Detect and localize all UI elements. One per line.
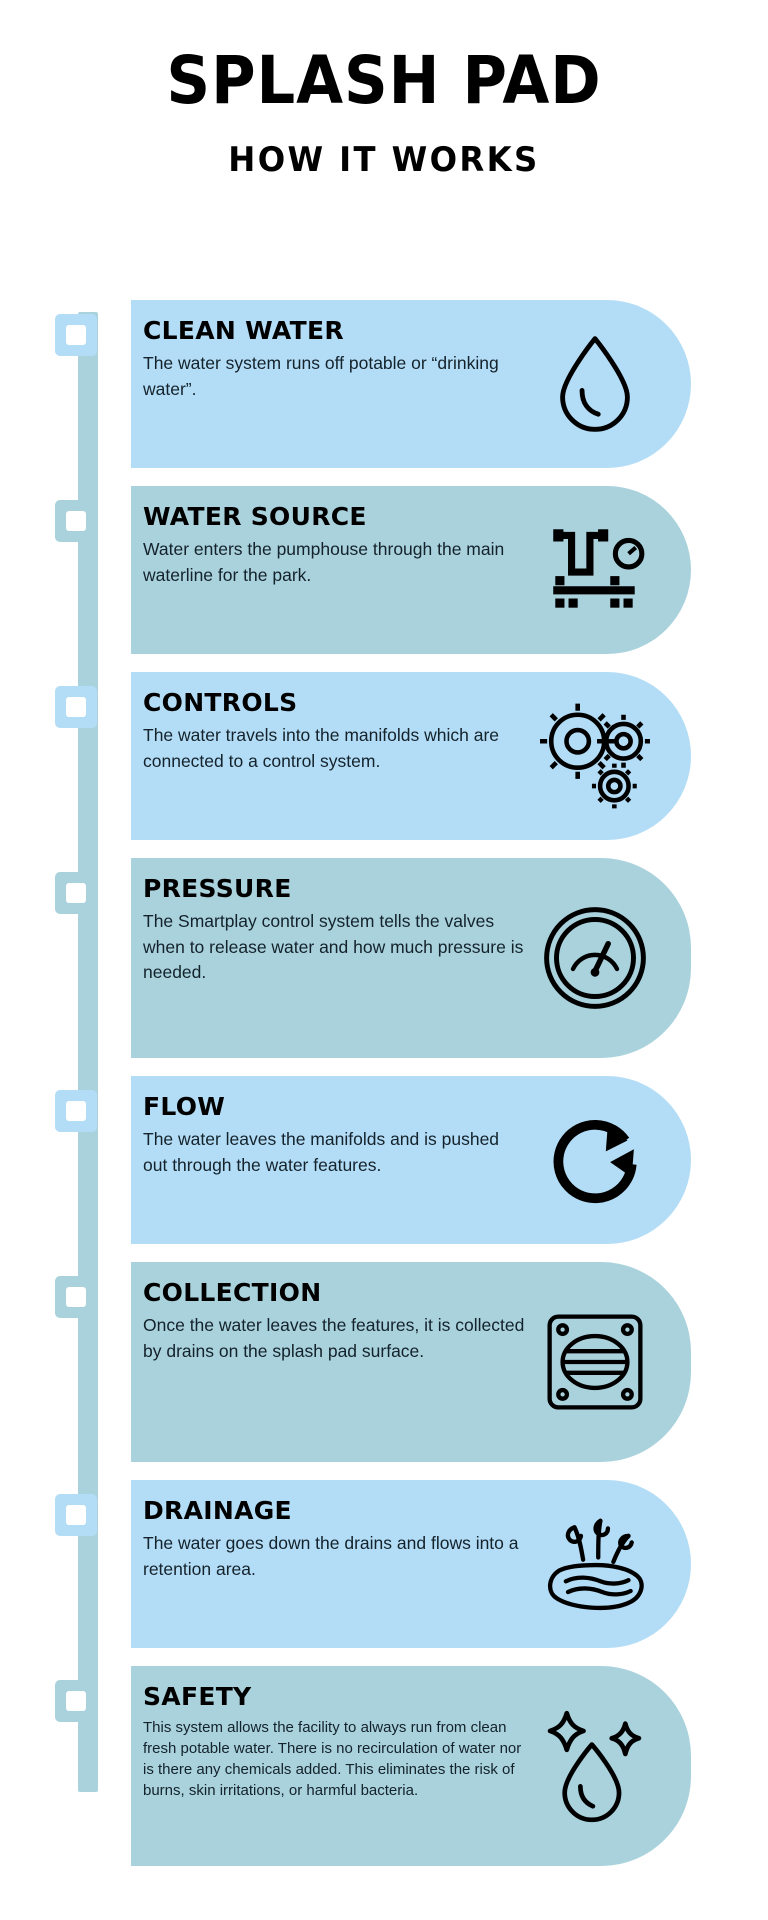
step-clean-water xyxy=(0,300,768,468)
step-card xyxy=(131,1262,691,1462)
step-text xyxy=(143,1280,528,1364)
step-title: CLEAN WATER xyxy=(143,316,344,345)
timeline-marker xyxy=(55,872,97,914)
step-card xyxy=(131,1480,691,1648)
step-description: The water leaves the manifolds and is pushed out through the water features. xyxy=(143,1129,500,1175)
step-flow xyxy=(0,1076,768,1244)
step-title: FLOW xyxy=(143,1092,226,1121)
timeline-marker xyxy=(55,314,97,356)
pipes-gauge-icon xyxy=(535,510,655,630)
page-subtitle: HOW IT WORKS xyxy=(228,140,540,180)
step-card xyxy=(131,1076,691,1244)
step-card xyxy=(131,1666,691,1866)
header xyxy=(0,0,768,180)
timeline-marker xyxy=(55,1090,97,1132)
pressure-gauge-icon xyxy=(535,898,655,1018)
step-text xyxy=(143,504,528,588)
step-water-source xyxy=(0,486,768,654)
retention-pond-icon xyxy=(535,1504,655,1624)
step-pressure xyxy=(0,858,768,1058)
step-title: SAFETY xyxy=(143,1682,252,1711)
step-collection xyxy=(0,1262,768,1462)
step-card xyxy=(131,672,691,840)
step-card xyxy=(131,858,691,1058)
step-card xyxy=(131,300,691,468)
gears-icon xyxy=(535,696,655,816)
sparkling-drop-icon xyxy=(535,1706,655,1826)
step-text xyxy=(143,1498,528,1582)
timeline-marker xyxy=(55,1494,97,1536)
step-title: WATER SOURCE xyxy=(143,502,367,531)
step-title: COLLECTION xyxy=(143,1278,322,1307)
timeline-marker xyxy=(55,1680,97,1722)
water-drop-icon xyxy=(535,324,655,444)
page-title: SPLASH PAD xyxy=(166,42,602,119)
steps-list xyxy=(0,300,768,1884)
step-text xyxy=(143,318,528,402)
step-description: The water travels into the manifolds which are connected to a control system. xyxy=(143,725,499,771)
step-card xyxy=(131,486,691,654)
step-title: PRESSURE xyxy=(143,874,292,903)
step-text xyxy=(143,1684,528,1801)
step-description: This system allows the facility to always run from clean fresh potable water. There is no recirculation of water nor is there any chemicals added. This eliminates the risk of burns, skin irritations, or harmful bacteria. xyxy=(143,1719,522,1800)
step-text xyxy=(143,1094,528,1178)
step-title: DRAINAGE xyxy=(143,1496,292,1525)
step-drainage xyxy=(0,1480,768,1648)
step-description: The water goes down the drains and flows into a retention area. xyxy=(143,1533,519,1579)
step-description: Once the water leaves the features, it is collected by drains on the splash pad surface. xyxy=(143,1315,525,1361)
step-title: CONTROLS xyxy=(143,688,298,717)
step-description: The water system runs off potable or “drinking water”. xyxy=(143,353,499,399)
step-description: The Smartplay control system tells the valves when to release water and how much pressure is needed. xyxy=(143,911,524,982)
step-safety xyxy=(0,1666,768,1866)
step-text xyxy=(143,876,528,985)
timeline-marker xyxy=(55,500,97,542)
step-description: Water enters the pumphouse through the main waterline for the park. xyxy=(143,539,505,585)
drain-grate-icon xyxy=(535,1302,655,1422)
step-text xyxy=(143,690,528,774)
timeline-marker xyxy=(55,1276,97,1318)
timeline-marker xyxy=(55,686,97,728)
step-controls xyxy=(0,672,768,840)
circular-arrows-icon xyxy=(535,1100,655,1220)
